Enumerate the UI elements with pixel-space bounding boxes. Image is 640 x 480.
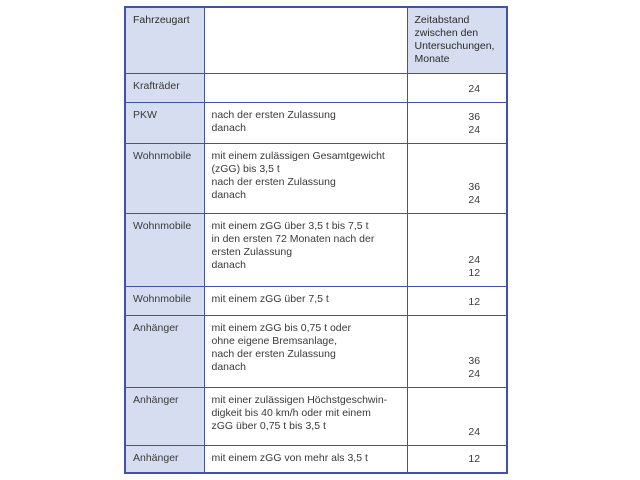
description-line: digkeit bis 40 km/h oder mit einem	[211, 407, 371, 420]
description-cell	[204, 144, 407, 214]
description-cell	[204, 286, 407, 315]
description-line: danach	[211, 121, 246, 134]
header-interval-line: zwischen den	[414, 27, 479, 39]
interval-value: 12	[468, 266, 481, 279]
table-row	[125, 315, 507, 387]
interval-cell	[407, 73, 507, 102]
interval-value: 24	[468, 82, 481, 95]
description-line: danach	[211, 259, 246, 272]
description-line: mit einem zGG bis 0,75 t oder	[211, 321, 351, 334]
vehicle-type-cell: Wohnmobile	[125, 144, 204, 214]
description-line: ersten Zulassung	[211, 246, 293, 259]
interval-value: 36	[468, 181, 481, 194]
header-row	[125, 7, 507, 73]
table-row	[125, 446, 507, 473]
description-line: nach der ersten Zulassung	[211, 347, 336, 360]
description-line: zGG über 0,75 t bis 3,5 t	[211, 420, 326, 433]
description-line: in den ersten 72 Monaten nach der	[211, 233, 375, 246]
description-line: mit einer zulässigen Höchstgeschwin-	[211, 394, 388, 407]
header-description	[204, 7, 407, 73]
interval-value: 24	[468, 124, 481, 137]
description-line: mit einem zGG von mehr als 3,5 t	[211, 452, 368, 465]
description-line: (zGG) bis 3,5 t	[211, 163, 280, 176]
description-line: nach der ersten Zulassung	[211, 108, 336, 121]
description-cell	[204, 73, 407, 102]
description-cell	[204, 214, 407, 286]
description-line: mit einem zGG über 3,5 t bis 7,5 t	[211, 220, 369, 233]
description-cell	[204, 102, 407, 143]
vehicle-type-cell: Krafträder	[125, 73, 204, 102]
interval-cell	[407, 446, 507, 473]
interval-cell	[407, 388, 507, 446]
table-row	[125, 102, 507, 143]
header-interval-line: Monate	[414, 53, 450, 65]
description-line: danach	[211, 189, 246, 202]
interval-value: 24	[468, 194, 481, 207]
description-cell	[204, 446, 407, 473]
interval-value: 24	[468, 426, 481, 439]
header-interval	[407, 7, 507, 73]
header-vehicle-type: Fahrzeugart	[125, 7, 204, 73]
description-cell	[204, 388, 407, 446]
interval-value: 12	[468, 453, 481, 465]
interval-cell	[407, 102, 507, 143]
table-row	[125, 214, 507, 286]
interval-cell	[407, 286, 507, 315]
description-line: ohne eigene Bremsanlage,	[211, 334, 338, 347]
description-line: nach der ersten Zulassung	[211, 176, 336, 189]
interval-value: 24	[468, 368, 481, 381]
description-line: danach	[211, 360, 246, 373]
interval-value: 12	[468, 295, 481, 308]
vehicle-type-cell: Wohnmobile	[125, 214, 204, 286]
vehicle-type-cell: Anhänger	[125, 446, 204, 473]
interval-value: 24	[468, 253, 481, 266]
interval-cell	[407, 214, 507, 286]
vehicle-type-cell: Anhänger	[125, 388, 204, 446]
vehicle-type-cell: Anhänger	[125, 315, 204, 387]
interval-cell	[407, 144, 507, 214]
header-interval-line: Zeitabstand	[414, 14, 470, 26]
interval-value: 36	[468, 111, 481, 124]
description-cell	[204, 315, 407, 387]
vehicle-type-cell: PKW	[125, 102, 204, 143]
interval-cell	[407, 315, 507, 387]
vehicle-type-cell: Wohnmobile	[125, 286, 204, 315]
header-interval-line: Untersuchungen,	[414, 40, 495, 52]
interval-value: 36	[468, 355, 481, 368]
description-line: mit einem zGG über 7,5 t	[211, 292, 329, 305]
table-row	[125, 144, 507, 214]
table-row	[125, 73, 507, 102]
table-row	[125, 388, 507, 446]
table-row	[125, 286, 507, 315]
inspection-interval-table	[124, 6, 508, 474]
description-line: mit einem zulässigen Gesamtgewicht	[211, 150, 385, 163]
